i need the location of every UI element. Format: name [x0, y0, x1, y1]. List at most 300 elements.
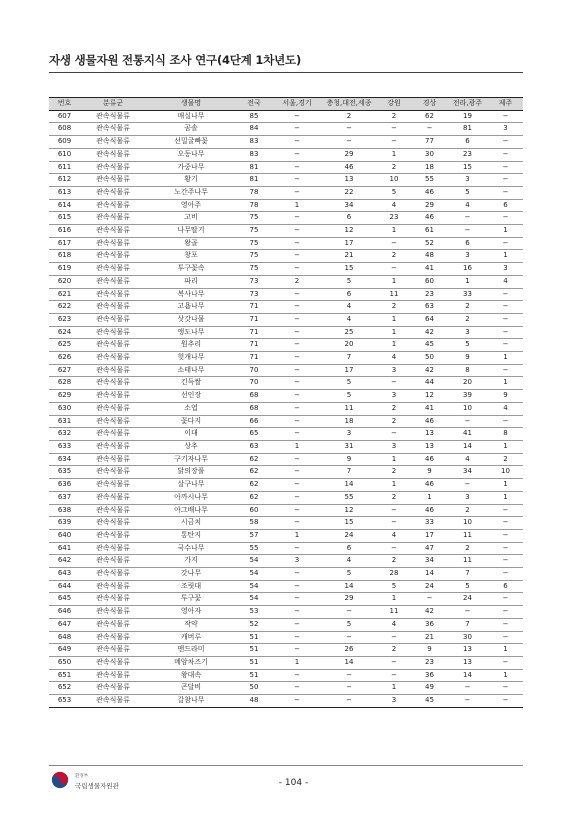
table-cell: −	[272, 479, 322, 492]
table-cell: 14	[412, 568, 447, 581]
table-cell: 2	[272, 275, 322, 288]
table-cell: 33	[447, 288, 488, 301]
table-row	[49, 491, 523, 504]
table-cell: 오동나무	[146, 148, 236, 161]
table-cell: 관속식물류	[80, 161, 146, 174]
table-cell: −	[376, 542, 412, 555]
table-cell: 관속식물류	[80, 288, 146, 301]
table-cell: 4	[322, 555, 376, 568]
table-cell: −	[272, 453, 322, 466]
table-cell: 1	[488, 479, 523, 492]
table-cell: 아까시나무	[146, 491, 236, 504]
table-cell: 54	[236, 593, 272, 606]
table-cell: −	[272, 174, 322, 187]
table-cell: 시금치	[146, 517, 236, 530]
table-cell: −	[272, 250, 322, 263]
table-cell: −	[272, 148, 322, 161]
table-cell: −	[488, 542, 523, 555]
table-cell: 45	[412, 339, 447, 352]
table-cell: −	[272, 326, 322, 339]
table-cell: −	[447, 212, 488, 225]
table-cell: 3	[376, 364, 412, 377]
table-cell: 83	[236, 136, 272, 149]
page-number: - 104 -	[278, 778, 309, 788]
table-cell: 71	[236, 313, 272, 326]
table-cell: 4	[447, 453, 488, 466]
table-cell: 621	[49, 288, 80, 301]
table-cell: −	[272, 606, 322, 619]
table-cell: 617	[49, 237, 80, 250]
table-cell: 36	[412, 618, 447, 631]
table-cell: 관속식물류	[80, 148, 146, 161]
table-cell: 5	[376, 580, 412, 593]
table-cell: 작약	[146, 618, 236, 631]
table-cell: 8	[488, 428, 523, 441]
table-cell: 20	[447, 377, 488, 390]
table-cell: −	[272, 212, 322, 225]
table-row	[49, 339, 523, 352]
table-cell: −	[447, 682, 488, 695]
table-cell: 3	[447, 491, 488, 504]
table-cell: −	[376, 377, 412, 390]
table-cell: 관속식물류	[80, 529, 146, 542]
table-cell: 고욤나무	[146, 301, 236, 314]
table-cell: −	[488, 237, 523, 250]
table-cell: 55	[236, 542, 272, 555]
table-cell: 61	[412, 225, 447, 238]
table-cell: 2	[376, 161, 412, 174]
table-cell: −	[488, 288, 523, 301]
table-cell: 629	[49, 390, 80, 403]
table-cell: 3	[376, 695, 412, 708]
table-cell: 52	[412, 237, 447, 250]
table-row	[49, 161, 523, 174]
table-cell: 곰솔	[146, 123, 236, 136]
table-cell: −	[322, 123, 376, 136]
table-cell: 15	[447, 161, 488, 174]
table-cell: 아그배나무	[146, 504, 236, 517]
table-row	[49, 275, 523, 288]
table-cell: −	[488, 174, 523, 187]
table-cell: 가중나무	[146, 161, 236, 174]
table-cell: 70	[236, 377, 272, 390]
table-cell: −	[272, 110, 322, 123]
table-cell: 68	[236, 390, 272, 403]
table-cell: −	[272, 377, 322, 390]
table-cell: 25	[322, 326, 376, 339]
table-cell: 619	[49, 263, 80, 276]
table-cell: 46	[322, 161, 376, 174]
table-cell: 609	[49, 136, 80, 149]
table-row	[49, 656, 523, 669]
table-header-row	[49, 98, 523, 111]
table-cell: 12	[322, 504, 376, 517]
table-cell: 관속식물류	[80, 402, 146, 415]
table-cell: 관속식물류	[80, 415, 146, 428]
table-cell: 4	[322, 313, 376, 326]
table-cell: 1	[376, 479, 412, 492]
table-cell: 647	[49, 618, 80, 631]
table-cell: 1	[272, 199, 322, 212]
column-header: 경상	[412, 98, 447, 111]
table-cell: 52	[236, 618, 272, 631]
table-cell: 관속식물류	[80, 555, 146, 568]
table-row	[49, 453, 523, 466]
table-cell: 관속식물류	[80, 339, 146, 352]
table-cell: 상추	[146, 440, 236, 453]
table-cell: −	[322, 606, 376, 619]
table-cell: 1	[376, 326, 412, 339]
table-row	[49, 377, 523, 390]
table-row	[49, 301, 523, 314]
table-cell: 가지	[146, 555, 236, 568]
table-cell: 6	[488, 199, 523, 212]
column-header: 전라,광주	[447, 98, 488, 111]
table-cell: 81	[236, 161, 272, 174]
table-cell: −	[272, 352, 322, 365]
table-cell: −	[272, 695, 322, 708]
table-cell: −	[412, 123, 447, 136]
table-cell: 46	[412, 504, 447, 517]
table-cell: 51	[236, 669, 272, 682]
table-cell: 곤달비	[146, 682, 236, 695]
table-cell: 2	[447, 301, 488, 314]
table-cell: 75	[236, 225, 272, 238]
table-cell: 관속식물류	[80, 695, 146, 708]
table-cell: 78	[236, 199, 272, 212]
table-cell: −	[412, 593, 447, 606]
column-header: 제주	[488, 98, 523, 111]
table-cell: 관속식물류	[80, 237, 146, 250]
table-cell: 33	[412, 517, 447, 530]
table-row	[49, 288, 523, 301]
table-cell: 616	[49, 225, 80, 238]
table-row	[49, 529, 523, 542]
column-header: 분류군	[80, 98, 146, 111]
table-cell: 18	[322, 415, 376, 428]
table-cell: 2	[447, 313, 488, 326]
table-cell: 헛개나무	[146, 352, 236, 365]
table-cell: 관속식물류	[80, 250, 146, 263]
table-cell: 630	[49, 402, 80, 415]
table-cell: 관속식물류	[80, 593, 146, 606]
table-cell: 선밀굴빠꽃	[146, 136, 236, 149]
table-cell: 앵도나무	[146, 326, 236, 339]
table-cell: 2	[376, 415, 412, 428]
table-cell: −	[322, 695, 376, 708]
table-cell: 1	[488, 377, 523, 390]
table-cell: 23	[412, 656, 447, 669]
table-cell: 649	[49, 644, 80, 657]
table-cell: 62	[412, 110, 447, 123]
table-cell: 1	[376, 682, 412, 695]
table-cell: 6	[447, 136, 488, 149]
table-cell: 10	[447, 517, 488, 530]
table-cell: 3	[376, 390, 412, 403]
table-cell: 30	[412, 148, 447, 161]
table-cell: 23	[412, 288, 447, 301]
table-cell: −	[272, 415, 322, 428]
table-cell: 644	[49, 580, 80, 593]
table-row	[49, 618, 523, 631]
table-cell: −	[322, 136, 376, 149]
table-cell: 634	[49, 453, 80, 466]
table-cell: 39	[447, 390, 488, 403]
table-cell: 창포	[146, 250, 236, 263]
table-cell: −	[447, 695, 488, 708]
table-row	[49, 212, 523, 225]
table-cell: 62	[236, 453, 272, 466]
table-row	[49, 110, 523, 123]
table-row	[49, 580, 523, 593]
table-cell: 21	[412, 631, 447, 644]
table-cell: 왕대속	[146, 669, 236, 682]
table-cell: 10	[488, 466, 523, 479]
table-cell: 41	[447, 428, 488, 441]
table-cell: −	[488, 555, 523, 568]
table-cell: 30	[447, 631, 488, 644]
table-cell: 608	[49, 123, 80, 136]
table-row	[49, 440, 523, 453]
table-cell: 13	[322, 174, 376, 187]
ministry-label: 환경부	[75, 774, 89, 779]
table-cell: 15	[322, 517, 376, 530]
table-cell: −	[488, 186, 523, 199]
table-cell: −	[376, 517, 412, 530]
table-cell: −	[272, 669, 322, 682]
table-row	[49, 326, 523, 339]
table-cell: 1	[376, 275, 412, 288]
table-cell: −	[272, 542, 322, 555]
table-cell: 1	[376, 453, 412, 466]
table-cell: 파리	[146, 275, 236, 288]
table-cell: 623	[49, 313, 80, 326]
table-cell: 관속식물류	[80, 504, 146, 517]
table-cell: 70	[236, 364, 272, 377]
table-cell: 관속식물류	[80, 631, 146, 644]
table-cell: −	[322, 631, 376, 644]
table-cell: 고비	[146, 212, 236, 225]
table-cell: 구기자나무	[146, 453, 236, 466]
table-cell: −	[488, 339, 523, 352]
table-cell: 관속식물류	[80, 136, 146, 149]
table-cell: 13	[412, 428, 447, 441]
table-row	[49, 644, 523, 657]
table-cell: 2	[447, 504, 488, 517]
table-cell: −	[272, 568, 322, 581]
table-cell: 2	[376, 466, 412, 479]
table-cell: 관속식물류	[80, 301, 146, 314]
table-cell: 관속식물류	[80, 644, 146, 657]
table-cell: −	[488, 606, 523, 619]
table-cell: 11	[322, 402, 376, 415]
table-cell: −	[272, 186, 322, 199]
table-cell: 652	[49, 682, 80, 695]
table-cell: 46	[412, 415, 447, 428]
table-cell: −	[488, 364, 523, 377]
table-cell: 63	[236, 440, 272, 453]
table-cell: 7	[447, 568, 488, 581]
table-row	[49, 199, 523, 212]
table-cell: 29	[322, 148, 376, 161]
table-cell: 9	[412, 644, 447, 657]
table-cell: 영아자	[146, 606, 236, 619]
table-cell: 607	[49, 110, 80, 123]
table-cell: 14	[447, 440, 488, 453]
table-cell: 관속식물류	[80, 428, 146, 441]
table-cell: 57	[236, 529, 272, 542]
table-cell: 2	[376, 250, 412, 263]
table-cell: 관속식물류	[80, 440, 146, 453]
table-cell: 관속식물류	[80, 225, 146, 238]
table-cell: 매실나무	[146, 110, 236, 123]
table-cell: 41	[412, 263, 447, 276]
table-cell: 영아주	[146, 199, 236, 212]
table-cell: 628	[49, 377, 80, 390]
table-cell: 1	[488, 352, 523, 365]
table-cell: 관속식물류	[80, 377, 146, 390]
table-cell: −	[376, 263, 412, 276]
table-cell: 632	[49, 428, 80, 441]
table-cell: 75	[236, 263, 272, 276]
table-cell: 11	[447, 529, 488, 542]
table-cell: 5	[376, 186, 412, 199]
table-cell: 81	[447, 123, 488, 136]
table-cell: 7	[322, 466, 376, 479]
table-cell: −	[272, 682, 322, 695]
table-cell: 1	[272, 529, 322, 542]
table-cell: 2	[447, 542, 488, 555]
table-cell: 7	[322, 352, 376, 365]
column-header: 번호	[49, 98, 80, 111]
column-header: 충청,대전,세종	[322, 98, 376, 111]
table-cell: 11	[376, 606, 412, 619]
table-cell: 612	[49, 174, 80, 187]
table-cell: 55	[412, 174, 447, 187]
table-cell: 관속식물류	[80, 656, 146, 669]
table-cell: 73	[236, 275, 272, 288]
table-cell: 1	[447, 275, 488, 288]
table-cell: 29	[412, 199, 447, 212]
table-cell: −	[376, 656, 412, 669]
table-cell: 50	[412, 352, 447, 365]
table-cell: 75	[236, 250, 272, 263]
table-row	[49, 517, 523, 530]
table-cell: 2	[376, 402, 412, 415]
table-row	[49, 504, 523, 517]
table-cell: −	[488, 682, 523, 695]
table-cell: −	[272, 402, 322, 415]
table-cell: −	[447, 606, 488, 619]
table-cell: 3	[488, 263, 523, 276]
table-row	[49, 237, 523, 250]
table-cell: 85	[236, 110, 272, 123]
table-cell: 관속식물류	[80, 568, 146, 581]
column-header: 강원	[376, 98, 412, 111]
table-cell: 13	[447, 656, 488, 669]
table-cell: 1	[412, 491, 447, 504]
table-row	[49, 428, 523, 441]
table-cell: −	[488, 313, 523, 326]
table-cell: 42	[412, 606, 447, 619]
table-cell: 관속식물류	[80, 186, 146, 199]
table-cell: 636	[49, 479, 80, 492]
table-cell: 648	[49, 631, 80, 644]
table-cell: 1	[376, 339, 412, 352]
table-cell: −	[272, 288, 322, 301]
table-row	[49, 174, 523, 187]
table-row	[49, 390, 523, 403]
table-cell: 1	[376, 593, 412, 606]
table-cell: 47	[412, 542, 447, 555]
table-row	[49, 415, 523, 428]
table-cell: 23	[447, 148, 488, 161]
table-row	[49, 695, 523, 708]
table-cell: 46	[412, 212, 447, 225]
table-cell: 42	[412, 364, 447, 377]
table-cell: 17	[412, 529, 447, 542]
table-cell: 638	[49, 504, 80, 517]
table-cell: −	[272, 593, 322, 606]
table-cell: 19	[447, 110, 488, 123]
table-cell: −	[376, 237, 412, 250]
table-cell: 이대	[146, 428, 236, 441]
table-cell: 황기	[146, 174, 236, 187]
table-cell: 5	[322, 377, 376, 390]
table-cell: 4	[488, 275, 523, 288]
table-cell: −	[447, 225, 488, 238]
table-cell: 투구꽃	[146, 593, 236, 606]
table-row	[49, 313, 523, 326]
table-cell: 관속식물류	[80, 263, 146, 276]
table-cell: −	[272, 339, 322, 352]
table-cell: 62	[236, 479, 272, 492]
table-cell: 삿갓나물	[146, 313, 236, 326]
table-cell: 9	[412, 466, 447, 479]
table-cell: 41	[412, 402, 447, 415]
species-survey-table	[49, 97, 523, 708]
table-cell: 54	[236, 555, 272, 568]
table-cell: 관속식물류	[80, 466, 146, 479]
table-cell: 1	[488, 440, 523, 453]
table-cell: 14	[322, 479, 376, 492]
table-cell: 왕골	[146, 237, 236, 250]
table-cell: −	[272, 644, 322, 657]
table-cell: 4	[376, 618, 412, 631]
table-cell: 614	[49, 199, 80, 212]
table-cell: 4	[322, 301, 376, 314]
table-cell: 복사나무	[146, 288, 236, 301]
table-cell: 618	[49, 250, 80, 263]
table-cell: −	[272, 618, 322, 631]
column-header: 전국	[236, 98, 272, 111]
table-cell: 83	[236, 148, 272, 161]
table-row	[49, 402, 523, 415]
table-cell: 국수나무	[146, 542, 236, 555]
table-cell: −	[376, 631, 412, 644]
table-cell: 615	[49, 212, 80, 225]
table-cell: −	[376, 504, 412, 517]
table-cell: 622	[49, 301, 80, 314]
table-cell: 2	[322, 110, 376, 123]
table-cell: 71	[236, 326, 272, 339]
table-cell: 640	[49, 529, 80, 542]
table-cell: −	[272, 517, 322, 530]
table-cell: 620	[49, 275, 80, 288]
table-cell: −	[488, 517, 523, 530]
table-cell: 4	[447, 199, 488, 212]
table-row	[49, 186, 523, 199]
